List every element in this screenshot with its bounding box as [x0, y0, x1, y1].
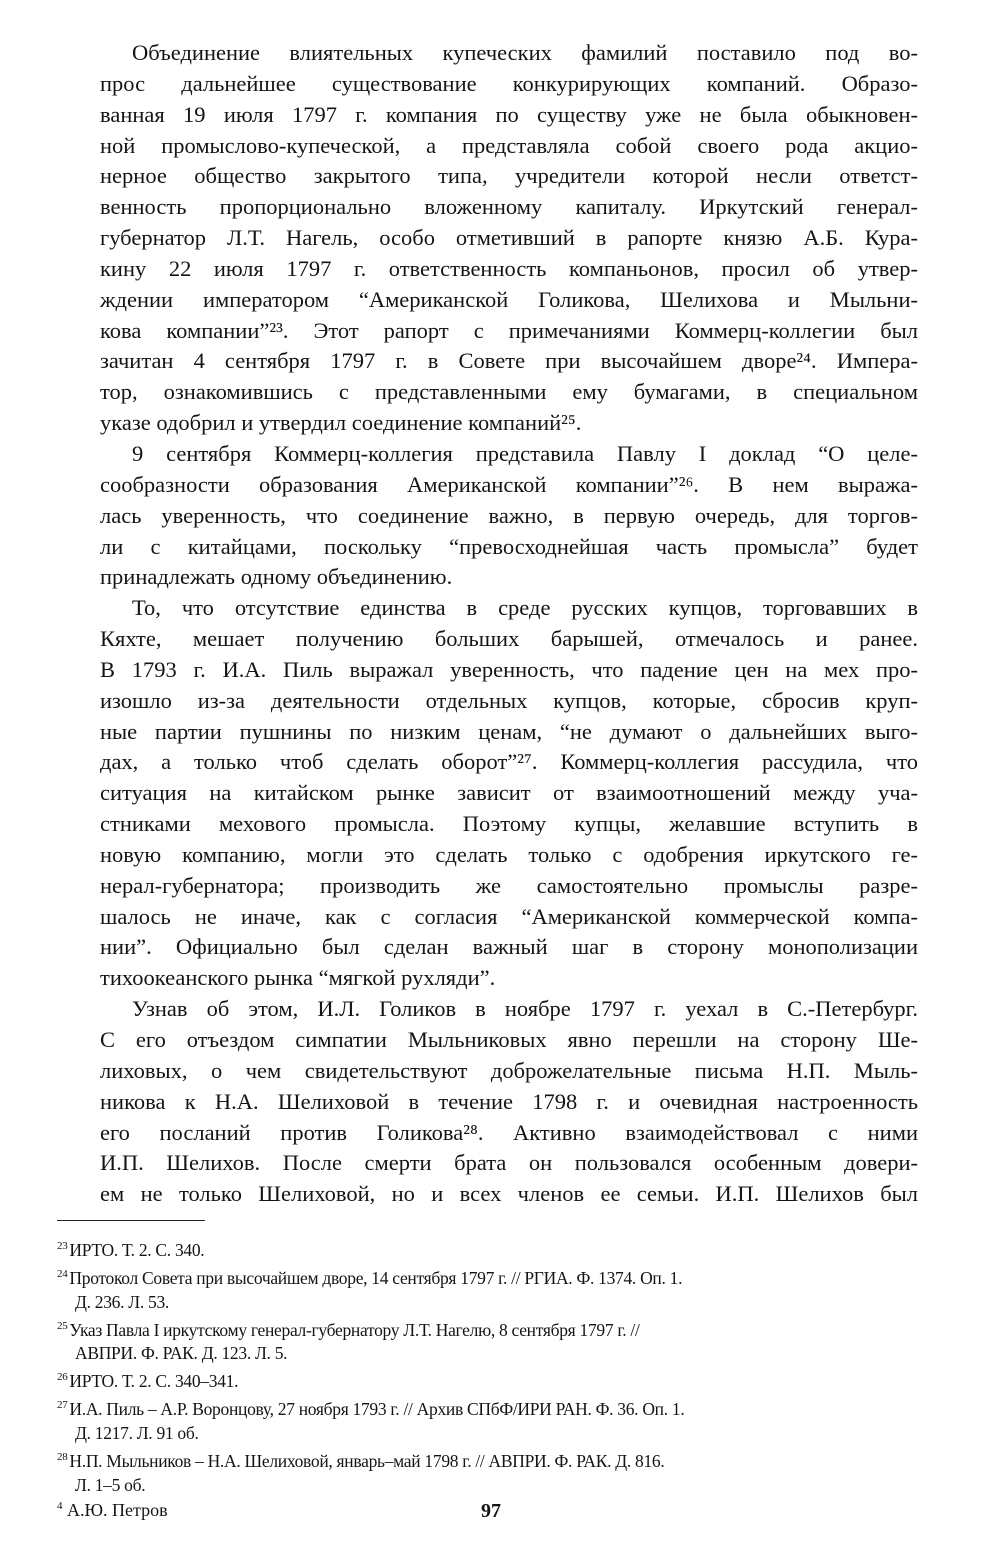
footnote [57, 1445, 917, 1497]
footnote-text-continued: АВПРИ. Ф. РАК. Д. 123. Л. 5. [75, 1343, 288, 1364]
text-line: сообразности образования Американской компании”²⁶. В нем выража- [100, 471, 918, 497]
signature-number: 4 [57, 1500, 63, 1512]
main-text [100, 38, 918, 1210]
footnote-text-continued: Д. 236. Л. 53. [75, 1291, 169, 1312]
text-line: ем не только Шелиховой, но и всех членов ее семьи. И.П. Шелихов был [100, 1181, 918, 1207]
printer-signature [57, 1500, 168, 1521]
text-line: тихоокеанского рынка “мягкой рухляди”. [100, 965, 496, 991]
footnote-number: 23 [57, 1240, 68, 1252]
text-line: новую компанию, могли это сделать только с одобрения иркутского ге- [100, 841, 918, 867]
footnote-text-continued: Д. 1217. Л. 91 об. [75, 1423, 199, 1444]
footnote-text: Указ Павла I иркутскому генерал-губернатору Л.Т. Нагелю, 8 сентября 1797 г. // [69, 1319, 640, 1340]
text-line: лась уверенность, что соединение важно, в первую очередь, для торгов- [100, 502, 918, 528]
footnote-number: 24 [57, 1267, 68, 1280]
text-line: указе одобрил и утвердил соединение компаний²⁵. [100, 410, 582, 436]
text-line: лиховых, о чем свидетельствуют доброжелательные письма Н.П. Мыль- [100, 1057, 918, 1083]
text-line: Узнав об этом, И.Л. Голиков в ноябре 1797 г. уехал в С.-Петербург. [132, 996, 918, 1022]
footnote-text: Н.П. Мыльников – Н.А. Шелиховой, январь–май 1798 г. // АВПРИ. Ф. РАК. Д. 816. [69, 1450, 665, 1471]
text-line: никова к Н.А. Шелиховой в течение 1798 г. и очевидная настроенность [100, 1088, 918, 1114]
footnotes [57, 1234, 917, 1497]
footnote-number: 27 [57, 1399, 68, 1412]
text-line: 9 сентября Коммерц-коллегия представила Павлу I доклад “О целе- [132, 440, 918, 466]
text-line: венность пропорционально вложенному капиталу. Иркутский генерал- [100, 194, 918, 220]
page-number: 97 [481, 1500, 501, 1522]
text-line: его посланий против Голикова²⁸. Активно взаимодействовал с ними [100, 1119, 918, 1145]
text-line: прос дальнейшее существование конкурирующих компаний. Образо- [100, 70, 918, 96]
text-line: изошло из-за деятельности отдельных купцов, которые, сбросив круп- [100, 687, 918, 713]
footnote [57, 1365, 917, 1393]
text-line: ные партии пушнины по низким ценам, “не думают о дальнейших выго- [100, 718, 918, 744]
text-line: нерал-губернатора; производить же самостоятельно промыслы разре- [100, 872, 918, 898]
text-line: принадлежать одному объединению. [100, 564, 453, 590]
signature-author: А.Ю. Петров [67, 1500, 168, 1520]
text-line: ной промыслово-купеческой, а представляла собой своего рода акцио- [100, 132, 918, 158]
text-line: кину 22 июля 1797 г. ответственность компаньонов, просил об утвер- [100, 255, 918, 281]
text-line: ли с китайцами, поскольку “превосходнейшая часть промысла” будет [100, 533, 918, 559]
footnote-text-continued: Л. 1–5 об. [75, 1474, 146, 1495]
text-line: зачитан 4 сентября 1797 г. в Совете при высочайшем дворе²⁴. Импера- [100, 348, 918, 374]
text-line: ждении императором “Американской Голикова, Шелихова и Мыльни- [100, 286, 918, 312]
text-line: ситуация на китайском рынке зависит от взаимоотношений между уча- [100, 780, 918, 806]
footnote [57, 1393, 917, 1445]
footnote [57, 1262, 917, 1314]
text-line: С его отъездом симпатии Мыльниковых явно перешли на сторону Ше- [100, 1027, 918, 1052]
text-line: дах, а только чтоб сделать оборот”²⁷. Коммерц-коллегия рассудила, что [100, 749, 918, 775]
text-line: ванная 19 июля 1797 г. компания по существу уже не была обыкновен- [100, 101, 918, 127]
text-line: нии”. Официально был сделан важный шаг в сторону монополизации [100, 934, 918, 960]
text-line: нерное общество закрытого типа, учредители которой несли ответст- [100, 163, 918, 189]
text-line: То, что отсутствие единства в среде русских купцов, торговавших в [132, 595, 918, 621]
text-line: кова компании”²³. Этот рапорт с примечаниями Коммерц-коллегии был [100, 317, 918, 343]
footnote-number: 26 [57, 1371, 68, 1384]
footnote-number: 25 [57, 1319, 68, 1332]
text-line: стниками мехового промысла. Поэтому купцы, желавшие вступить в [100, 811, 918, 837]
footnote-text: Протокол Совета при высочайшем дворе, 14 сентября 1797 г. // РГИА. Ф. 1374. Оп. 1. [69, 1267, 683, 1288]
text-line: Объединение влиятельных купеческих фамилий поставило под во- [132, 40, 918, 65]
text-line: В 1793 г. И.А. Пиль выражал уверенность, что падение цен на мех про- [100, 656, 918, 682]
footnote-number: 28 [57, 1451, 68, 1464]
footnote-text: ИРТО. Т. 2. С. 340. [69, 1239, 205, 1260]
footnote-divider [57, 1220, 205, 1221]
footnote-text: ИРТО. Т. 2. С. 340–341. [69, 1371, 239, 1392]
text-line: Кяхте, мешает получению больших барышей, отмечалось и ранее. [100, 626, 918, 652]
text-line: губернатор Л.Т. Нагель, особо отметивший в рапорте князю А.Б. Кура- [100, 225, 918, 251]
text-line: шалось не иначе, как с согласия “Американской коммерческой компа- [100, 903, 918, 929]
text-line: И.П. Шелихов. После смерти брата он пользовался особенным довери- [100, 1150, 918, 1176]
footnote [57, 1234, 917, 1262]
footnote [57, 1314, 917, 1366]
text-line: тор, ознакомившись с представленными ему бумагами, в специальном [100, 379, 918, 405]
footnote-text: И.А. Пиль – А.Р. Воронцову, 27 ноября 1793 г. // Архив СПбФ/ИРИ РАН. Ф. 36. Оп. 1. [69, 1399, 685, 1420]
